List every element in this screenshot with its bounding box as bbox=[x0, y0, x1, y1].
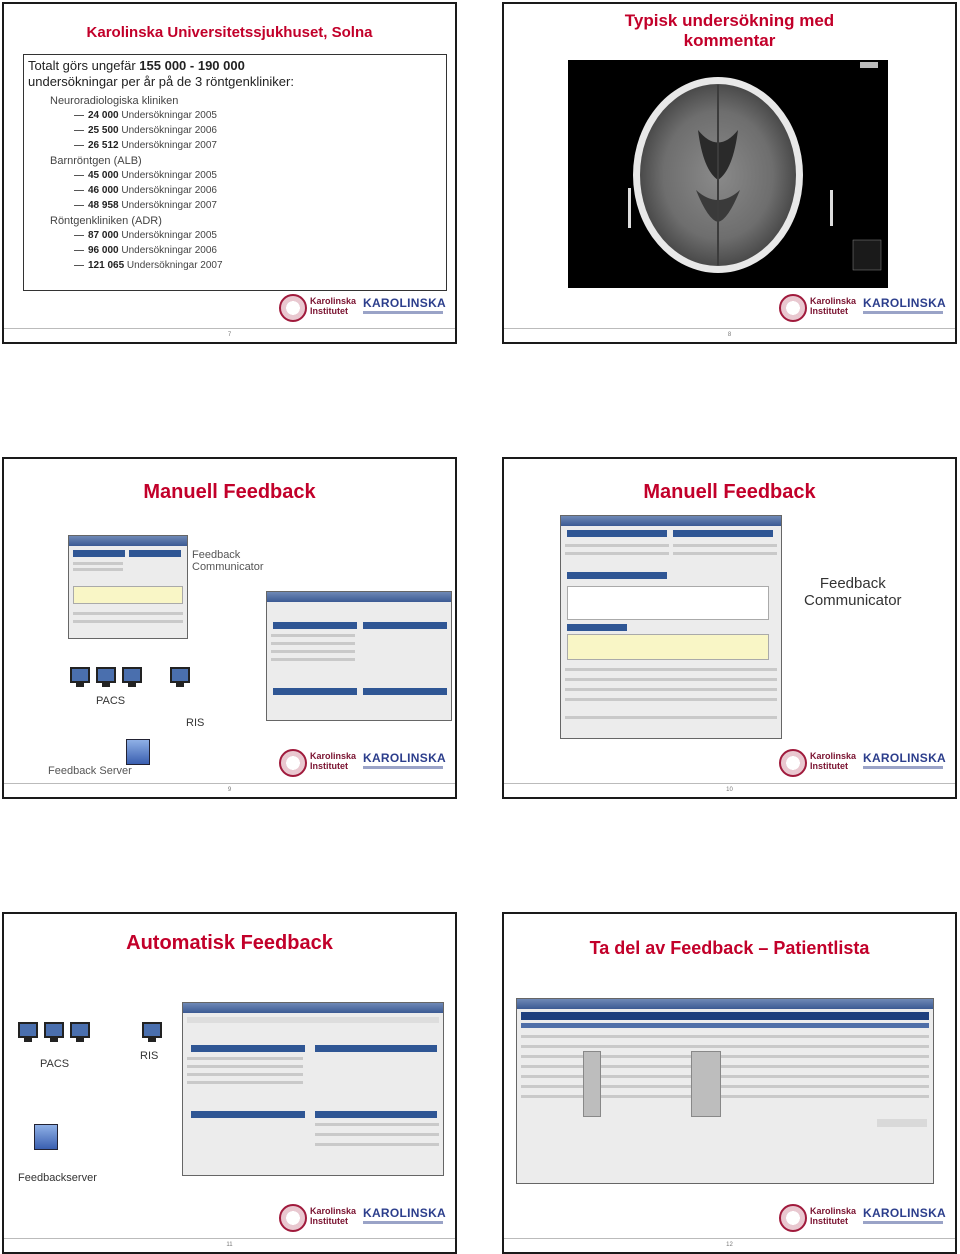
stat-item: 24 000 Undersökningar 2005 bbox=[74, 110, 217, 121]
slide-7 bbox=[2, 2, 457, 344]
stat-item: 121 065 Undersökningar 2007 bbox=[74, 260, 223, 271]
computer-icon bbox=[142, 1022, 162, 1038]
karolinska-logo-text: KAROLINSKA bbox=[363, 1206, 446, 1220]
computer-icon bbox=[18, 1022, 38, 1038]
karolinska-logo-underline bbox=[863, 311, 943, 314]
stat-item: 26 512 Undersökningar 2007 bbox=[74, 140, 217, 151]
clinic-name: Barnröntgen (ALB) bbox=[50, 155, 142, 167]
page-number: 10 bbox=[504, 783, 955, 797]
computer-icon bbox=[170, 667, 190, 683]
page-number: 7 bbox=[4, 328, 455, 342]
ki-logo-text: Karolinska Institutet bbox=[310, 751, 357, 771]
computer-icon bbox=[70, 667, 90, 683]
page-number: 12 bbox=[504, 1238, 955, 1252]
ki-seal-icon bbox=[779, 749, 807, 777]
ki-logo-text: Karolinska Institutet bbox=[810, 1206, 857, 1226]
intro-line-1: Totalt görs ungefär 155 000 - 190 000 bbox=[28, 58, 245, 73]
ris-label: RIS bbox=[140, 1050, 159, 1062]
page-number: 9 bbox=[4, 783, 455, 797]
automatic-feedback-screenshot bbox=[182, 1002, 444, 1176]
karolinska-logo-text: KAROLINSKA bbox=[363, 751, 446, 765]
pacs-label: PACS bbox=[40, 1058, 70, 1070]
ki-logo-text: Karolinska Institutet bbox=[310, 296, 357, 316]
logo-strip bbox=[779, 749, 947, 779]
slide-12 bbox=[502, 912, 957, 1254]
patient-list-screenshot bbox=[516, 998, 934, 1184]
karolinska-logo-text: KAROLINSKA bbox=[863, 1206, 946, 1220]
clinic-name: Röntgenkliniken (ADR) bbox=[50, 215, 162, 227]
ct-scan-image bbox=[568, 60, 888, 288]
ki-seal-icon bbox=[279, 294, 307, 322]
feedback-server-label: Feedback Server bbox=[48, 765, 132, 777]
redacted-column bbox=[583, 1051, 601, 1117]
stat-item: 46 000 Undersökningar 2006 bbox=[74, 185, 217, 196]
logo-strip bbox=[779, 1204, 947, 1234]
karolinska-logo-underline bbox=[363, 311, 443, 314]
ki-seal-icon bbox=[779, 294, 807, 322]
feedbackserver-label: Feedbackserver bbox=[18, 1172, 97, 1184]
feedback-communicator-label: Feedback Communicator bbox=[804, 575, 902, 609]
karolinska-logo-text: KAROLINSKA bbox=[863, 751, 946, 765]
pacs-label: PACS bbox=[96, 695, 126, 707]
stat-item: 48 958 Undersökningar 2007 bbox=[74, 200, 217, 211]
ki-seal-icon bbox=[279, 1204, 307, 1232]
karolinska-logo-text: KAROLINSKA bbox=[863, 296, 946, 310]
computer-icon bbox=[96, 667, 116, 683]
slide-title: Automatisk Feedback bbox=[126, 932, 333, 954]
slide-10 bbox=[502, 457, 957, 799]
clinic-name: Neuroradiologiska kliniken bbox=[50, 95, 179, 107]
feedback-form-screenshot bbox=[68, 535, 188, 639]
slide-title: Manuell Feedback bbox=[643, 481, 816, 503]
slide-title: Ta del av Feedback – Patientlista bbox=[589, 938, 870, 958]
slide-title: Typisk undersökning med kommentar bbox=[624, 11, 835, 50]
karolinska-logo-text: KAROLINSKA bbox=[363, 296, 446, 310]
stat-item: 87 000 Undersökningar 2005 bbox=[74, 230, 217, 241]
ki-logo-text: Karolinska Institutet bbox=[810, 751, 857, 771]
logo-strip bbox=[779, 294, 947, 324]
karolinska-logo-underline bbox=[863, 766, 943, 769]
server-icon bbox=[126, 739, 150, 765]
slide-8 bbox=[502, 2, 957, 344]
feedback-form-screenshot bbox=[560, 515, 782, 739]
karolinska-logo-underline bbox=[863, 1221, 943, 1224]
stat-item: 25 500 Undersökningar 2006 bbox=[74, 125, 217, 136]
stat-item: 96 000 Undersökningar 2006 bbox=[74, 245, 217, 256]
logo-strip bbox=[279, 294, 447, 324]
intro-line-2: undersökningar per år på de 3 röntgenkliniker: bbox=[28, 74, 294, 89]
ki-seal-icon bbox=[779, 1204, 807, 1232]
computer-icon bbox=[122, 667, 142, 683]
ki-logo-text: Karolinska Institutet bbox=[810, 296, 857, 316]
brain-scan-icon bbox=[568, 60, 888, 288]
computer-icon bbox=[44, 1022, 64, 1038]
slide-9 bbox=[2, 457, 457, 799]
page-number: 11 bbox=[4, 1238, 455, 1252]
redacted-column bbox=[691, 1051, 721, 1117]
karolinska-logo-underline bbox=[363, 1221, 443, 1224]
logo-strip bbox=[279, 1204, 447, 1234]
computer-icon bbox=[70, 1022, 90, 1038]
ki-logo-text: Karolinska Institutet bbox=[310, 1206, 357, 1226]
page-number: 8 bbox=[504, 328, 955, 342]
logo-strip bbox=[279, 749, 447, 779]
slide-title: Karolinska Universitetssjukhuset, Solna bbox=[86, 24, 373, 41]
ris-label: RIS bbox=[186, 717, 205, 729]
ki-seal-icon bbox=[279, 749, 307, 777]
feedback-communicator-screenshot bbox=[266, 591, 452, 721]
feedback-communicator-label: Feedback Communicator bbox=[192, 549, 264, 573]
karolinska-logo-underline bbox=[363, 766, 443, 769]
stat-item: 45 000 Undersökningar 2005 bbox=[74, 170, 217, 181]
server-icon bbox=[34, 1124, 58, 1150]
slide-11 bbox=[2, 912, 457, 1254]
slide-title: Manuell Feedback bbox=[143, 481, 316, 503]
